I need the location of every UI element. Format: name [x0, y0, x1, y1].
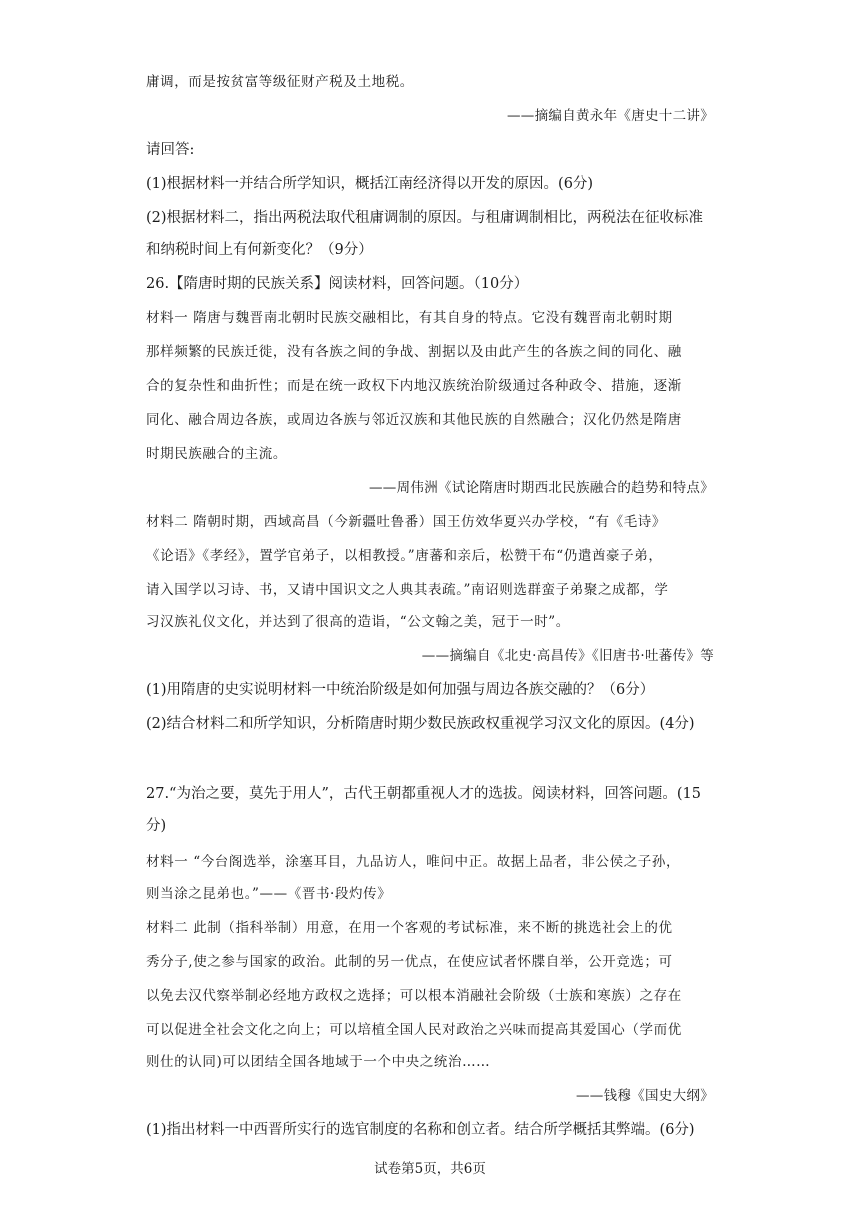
- material-text: 同化、融合周边各族，或周边各族与邻近汉族和其他民族的自然融合；汉化仍然是隋唐: [146, 412, 682, 428]
- question-25-2-cont: 和纳税时间上有何新变化？（9分）: [146, 242, 373, 258]
- material-text: 材料二 隋朝时期，西域高昌（今新疆吐鲁番）国王仿效华夏兴办学校，“有《毛诗》: [146, 514, 666, 530]
- material-text: 可以促进全社会文化之向上；可以培植全国人民对政治之兴味而提高其爱国心（学而优: [146, 1022, 682, 1038]
- source-citation: ——摘编自《北史·高昌传》《旧唐书·吐蕃传》等: [421, 648, 714, 664]
- question-25-2: (2)根据材料二，指出两税法取代租庸调制的原因。与租庸调制相比，两税法在征收标准: [146, 210, 704, 226]
- material-text: 合的复杂性和曲折性；而是在统一政权下内地汉族统治阶级通过各种政令、措施，逐渐: [146, 378, 682, 394]
- question-27-title-cont: 分): [146, 818, 167, 834]
- material-text: 秀分子,使之参与国家的政治。此制的另一优点，在使应试者怀牒自举，公开竞选；可: [146, 954, 673, 970]
- material-text: 庸调，而是按贫富等级征财产税及土地税。: [146, 74, 414, 90]
- material-text: 材料二 此制（指科举制）用意，在用一个客观的考试标准，来不断的挑选社会上的优: [146, 920, 673, 936]
- answer-prompt: 请回答:: [146, 142, 195, 158]
- question-26-2: (2)结合材料二和所学知识，分析隋唐时期少数民族政权重视学习汉文化的原因。(4分): [146, 716, 695, 732]
- material-text: 以免去汉代察举制必经地方政权之选择；可以根本消融社会阶级（士族和寒族）之存在: [146, 988, 682, 1004]
- question-26-title: 26.【隋唐时期的民族关系】阅读材料，回答问题。（10分）: [146, 276, 529, 292]
- question-27-title: 27.“为治之要，莫先于用人”，古代王朝都重视人才的选拔。阅读材料，回答问题。(15: [146, 786, 701, 802]
- material-text: 《论语》《孝经》，置学官弟子，以相教授。”唐蕃和亲后，松赞干布“仍遣酋豪子弟，: [146, 548, 663, 564]
- material-text: 则仕的认同)可以团结全国各地域于一个中央之统治……: [146, 1054, 491, 1070]
- material-text: 材料一 隋唐与魏晋南北朝时民族交融相比，有其自身的特点。它没有魏晋南北朝时期: [146, 310, 673, 326]
- material-text: 时期民族融合的主流。: [146, 446, 287, 462]
- material-text: 请入国学以习诗、书，又请中国识文之人典其表疏。”南诏则选群蛮子弟聚之成都，学: [146, 582, 669, 598]
- material-text: 则当涂之昆弟也。”——《晋书·段灼传》: [146, 886, 392, 902]
- material-text: 习汉族礼仪文化，并达到了很高的造诣，“公文翰之美，冠于一时”。: [146, 614, 570, 630]
- question-27-1: (1)指出材料一中西晋所实行的选官制度的名称和创立者。结合所学概括其弊端。(6分): [146, 1122, 695, 1138]
- source-citation: ——周伟洲《试论隋唐时期西北民族融合的趋势和特点》: [369, 480, 714, 496]
- question-25-1: (1)根据材料一并结合所学知识，概括江南经济得以开发的原因。(6分): [146, 176, 594, 192]
- page-footer: 试卷第5页，共6页: [374, 1161, 486, 1177]
- source-citation: ——摘编自黄永年《唐史十二讲》: [507, 108, 714, 124]
- material-text: 材料一 “今台阁选举，涂塞耳目，九品访人，唯问中正。故据上品者，非公侯之子孙，: [146, 854, 681, 870]
- material-text: 那样频繁的民族迁徙，没有各族之间的争战、割据以及由此产生的各族之间的同化、融: [146, 344, 682, 360]
- source-citation: ——钱穆《国史大纲》: [576, 1088, 714, 1104]
- question-26-1: (1)用隋唐的史实说明材料一中统治阶级是如何加强与周边各族交融的？（6分）: [146, 682, 655, 698]
